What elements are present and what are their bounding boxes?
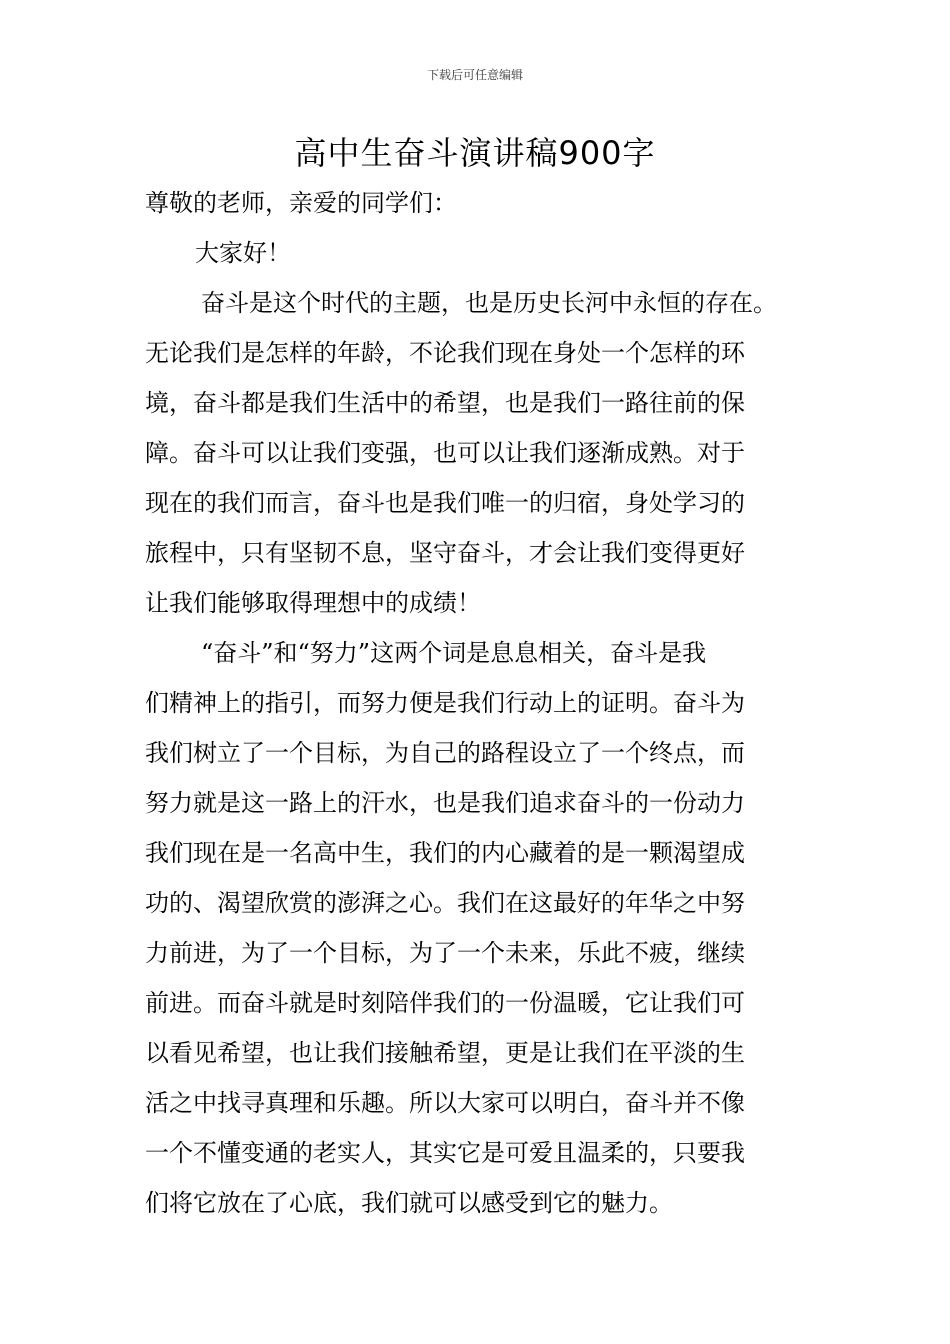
document-title: 高中生奋斗演讲稿900字 xyxy=(294,134,656,172)
salutation-line: 尊敬的老师，亲爱的同学们： xyxy=(145,189,457,217)
paragraph-line: 们精神上的指引，而努力便是我们行动上的证明。奋斗为 xyxy=(145,689,745,717)
paragraph-line: 以看见希望，也让我们接触希望，更是让我们在平淡的生 xyxy=(145,1039,745,1067)
paragraph-line: 障。奋斗可以让我们变强，也可以让我们逐渐成熟。对于 xyxy=(145,439,745,467)
paragraph-line: 奋斗是这个时代的主题，也是历史长河中永恒的存在。 xyxy=(201,289,777,317)
paragraph-line: 无论我们是怎样的年龄，不论我们现在身处一个怎样的环 xyxy=(145,339,745,367)
paragraph-line: 们将它放在了心底，我们就可以感受到它的魅力。 xyxy=(145,1189,673,1217)
paragraph-line: 旅程中，只有坚韧不息，坚守奋斗，才会让我们变得更好 xyxy=(145,539,745,567)
document-body xyxy=(145,178,810,1228)
paragraph-line: 力前进，为了一个目标，为了一个未来，乐此不疲，继续 xyxy=(145,939,745,967)
paragraph-line: 功的、渴望欣赏的澎湃之心。我们在这最好的年华之中努 xyxy=(145,889,745,917)
paragraph-line: 努力就是这一路上的汗水，也是我们追求奋斗的一份动力 xyxy=(145,789,745,817)
paragraph-line: 前进。而奋斗就是时刻陪伴我们的一份温暖，它让我们可 xyxy=(145,989,745,1017)
paragraph-line: 我们树立了一个目标，为自己的路程设立了一个终点，而 xyxy=(145,739,745,767)
paragraph-line: 让我们能够取得理想中的成绩！ xyxy=(145,589,481,617)
paragraph-line: 一个不懂变通的老实人，其实它是可爱且温柔的，只要我 xyxy=(145,1139,745,1167)
paragraph-line: 我们现在是一名高中生，我们的内心藏着的是一颗渴望成 xyxy=(145,839,745,867)
paragraph-line: 境，奋斗都是我们生活中的希望，也是我们一路往前的保 xyxy=(145,389,745,417)
header-note: 下载后可任意编辑 xyxy=(426,68,523,82)
greeting-line: 大家好！ xyxy=(195,239,291,267)
paragraph-line: 活之中找寻真理和乐趣。所以大家可以明白，奋斗并不像 xyxy=(145,1089,745,1117)
paragraph-line: “奋斗”和“努力”这两个词是息息相关，奋斗是我 xyxy=(201,639,707,667)
paragraph-line: 现在的我们而言，奋斗也是我们唯一的归宿，身处学习的 xyxy=(145,489,745,517)
